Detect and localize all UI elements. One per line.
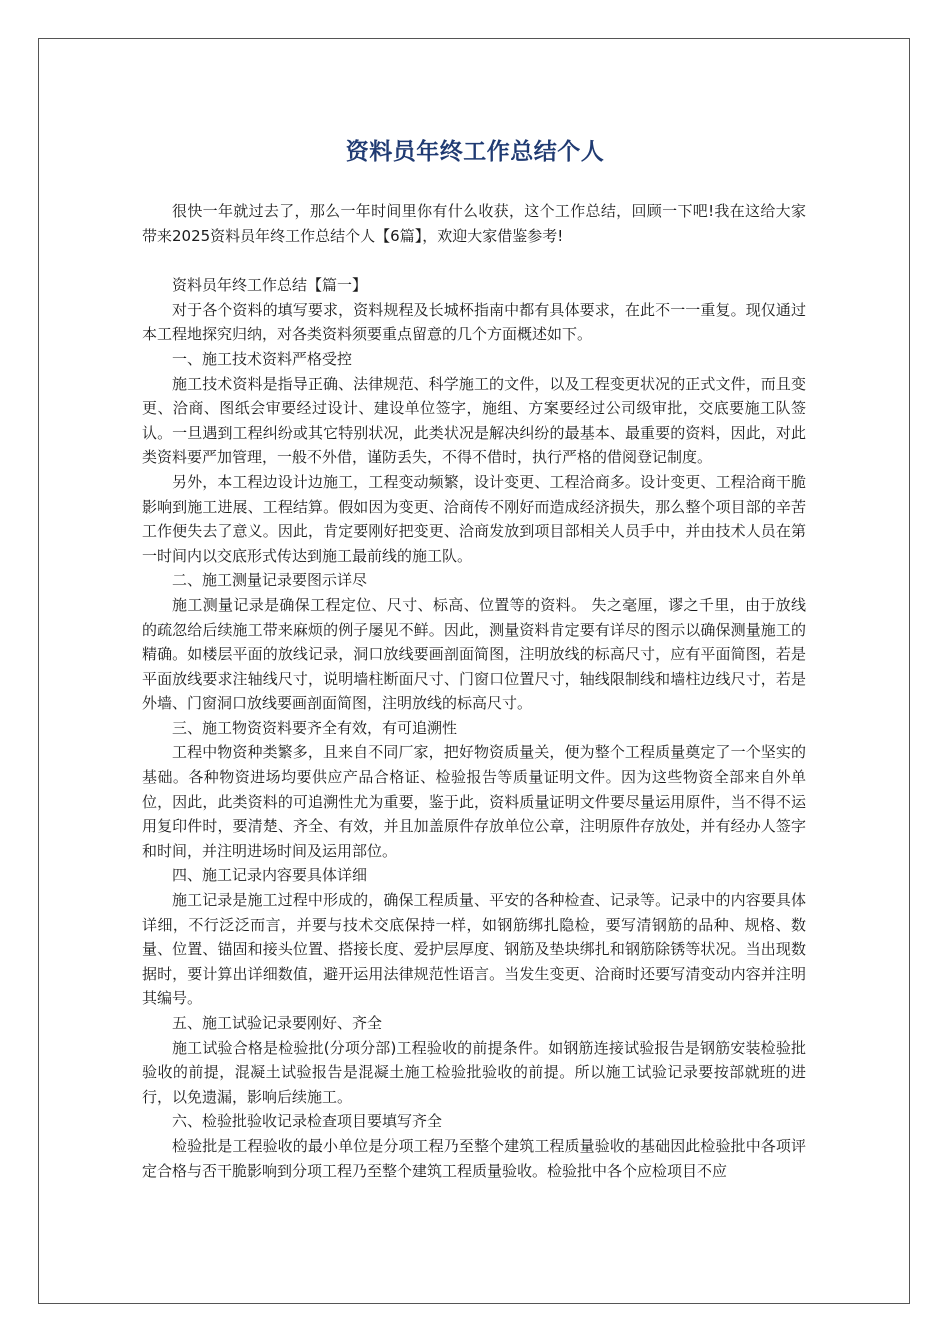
- document-body: [142, 199, 806, 1183]
- section-heading: 一、施工技术资料严格受控: [172, 349, 353, 368]
- section-heading: 四、施工记录内容要具体详细: [172, 866, 368, 885]
- section-heading: 二、施工测量记录要图示详尽: [172, 571, 368, 590]
- body-paragraph: 工程中物资种类繁多，且来自不同厂家，把好物资质量关，便为整个工程质量奠定了一个坚实的基础。各种物资进场均要供应产品合格证、检验报告等质量证明文件。因为这些物资全部来自外单位，因此，此类资料的可追溯性尤为重要，鉴于此，资料质量证明文件要尽量运用原件，当不得不运用复印件时，要清楚、齐全、有效，并且加盖原件存放单位公章，注明原件存放处，并有经办人签字和时间，并注明进场时间及运用部位。: [142, 743, 806, 860]
- body-paragraph: 对于各个资料的填写要求，资料规程及长城杯指南中都有具体要求，在此不一一重复。现仅通过本工程地探究归纳，对各类资料须要重点留意的几个方面概述如下。: [142, 300, 806, 344]
- section-heading: 六、检验批验收记录检查项目要填写齐全: [172, 1112, 443, 1131]
- intro-paragraph: 很快一年就过去了，那么一年时间里你有什么收获，这个工作总结，回顾一下吧!我在这给大家带来2025资料员年终工作总结个人【6篇】，欢迎大家借鉴参考!: [142, 202, 806, 245]
- body-paragraph: 施工测量记录是确保工程定位、尺寸、标高、位置等的资料。 失之毫厘，谬之千里，由于放线的疏忽给后续施工带来麻烦的例子屡见不鲜。因此，测量资料肯定要有详尽的图示以确保测量施工的精确。如楼层平面的放线记录，洞口放线要画剖面简图，注明放线的标高尺寸，应有平面简图，若是平面放线要求注轴线尺寸，说明墙柱断面尺寸、门窗口位置尺寸，轴线限制线和墙柱边线尺寸，若是外墙、门窗洞口放线要画剖面简图，注明放线的标高尺寸。: [142, 595, 806, 713]
- section-heading: 五、施工试验记录要刚好、齐全: [172, 1014, 383, 1032]
- body-paragraph: 施工技术资料是指导正确、法律规范、科学施工的文件，以及工程变更状况的正式文件，而且变更、洽商、图纸会审要经过设计、建设单位签字，施组、方案要经过公司级审批，交底要施工队签认。一旦遇到工程纠纷或其它特别状况，此类状况是解决纠纷的最基本、最重要的资料，因此，对此类资料要严加管理，一般不外借，谨防丢失，不得不借时，执行严格的借阅登记制度。: [142, 374, 806, 467]
- body-paragraph: 另外，本工程边设计边施工，工程变动频繁，设计变更、工程洽商多。设计变更、工程洽商干脆影响到施工进展、工程结算。假如因为变更、洽商传不刚好而造成经济损失，那么整个项目部的辛苦工作便失去了意义。因此，肯定要刚好把变更、洽商发放到项目部相关人员手中，并由技术人员在第一时间内以交底形式传达到施工最前线的施工队。: [142, 472, 806, 565]
- body-paragraph: 施工试验合格是检验批(分项分部)工程验收的前提条件。如钢筋连接试验报告是钢筋安装检验批验收的前提，混凝土试验报告是混凝土施工检验批验收的前提。所以施工试验记录要按部就班的进行，以免遗漏，影响后续施工。: [142, 1038, 806, 1106]
- section-heading-part-one: 资料员年终工作总结【篇一】: [172, 276, 368, 295]
- body-paragraph: 施工记录是施工过程中形成的，确保工程质量、平安的各种检查、记录等。记录中的内容要具体详细，不行泛泛而言，并要与技术交底保持一样，如钢筋绑扎隐检，要写清钢筋的品种、规格、数量、位置、锚固和接头位置、搭接长度、爱护层厚度、钢筋及垫块绑扎和钢筋除锈等状况。当出现数据时，要计算出详细数值，避开运用法律规范性语言。当发生变更、洽商时还要写清变动内容并注明其编号。: [142, 891, 806, 1008]
- document-title: 资料员年终工作总结个人: [345, 139, 605, 165]
- section-heading: 三、施工物资资料要齐全有效，有可追溯性: [172, 718, 458, 737]
- body-paragraph: 检验批是工程验收的最小单位是分项工程乃至整个建筑工程质量验收的基础因此检验批中各项评定合格与否干脆影响到分项工程乃至整个建筑工程质量验收。检验批中各个应检项目不应: [142, 1136, 806, 1180]
